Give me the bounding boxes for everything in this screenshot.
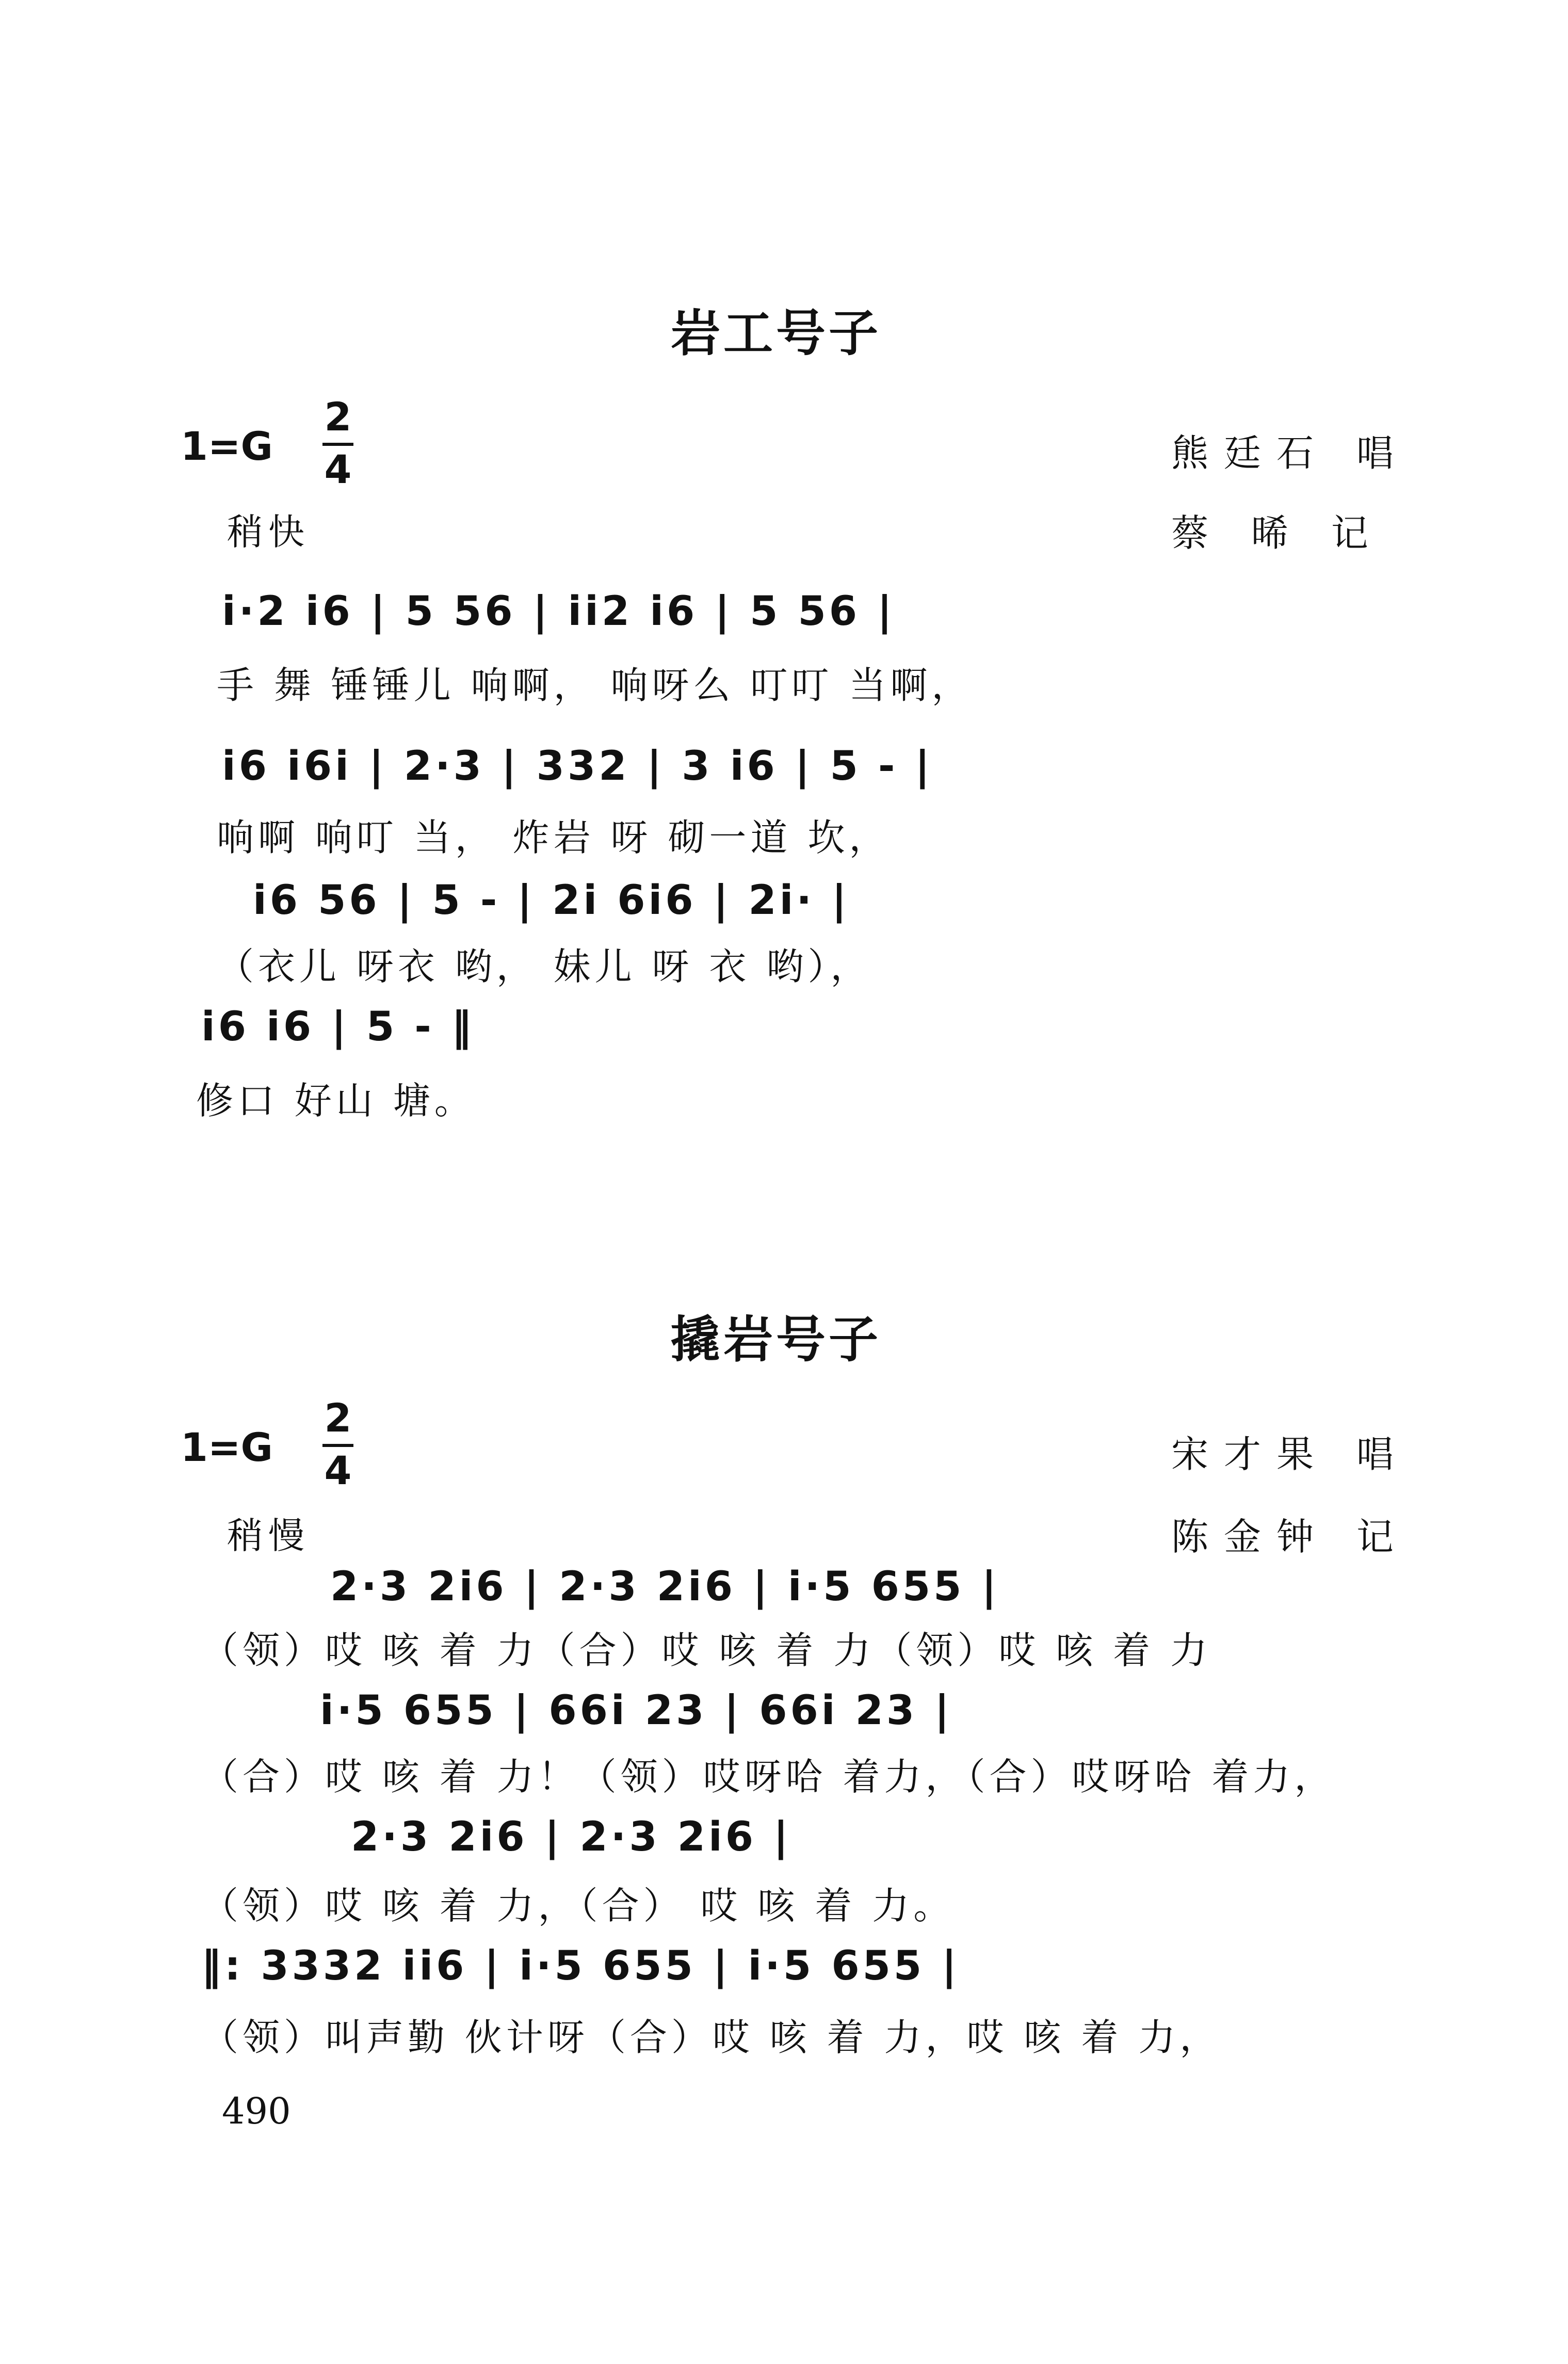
page-number: 490 <box>222 2090 291 2132</box>
song2-time-top: 2 <box>324 1395 352 1441</box>
song1-lyric-line-4: 修口 好山 塘。 <box>196 1079 476 1122</box>
song1-singer: 熊廷石 唱 <box>1171 431 1409 475</box>
song1-time-top: 2 <box>324 394 352 440</box>
song1-title: 岩工号子 <box>671 304 881 362</box>
song1-key-signature: 1=G <box>181 423 273 469</box>
song2-tempo: 稍慢 <box>227 1515 310 1557</box>
song2-lyric-line-1: （领）哎 咳 着 力（合）哎 咳 着 力（领）哎 咳 着 力 <box>201 1629 1211 1672</box>
song2-notation-line-3: 2·3 2i6 | 2·3 2i6 | <box>351 1814 791 1860</box>
song1-lyric-line-3: （衣儿 呀衣 哟， 妹儿 呀 衣 哟）， <box>217 945 872 988</box>
song1-tempo: 稍快 <box>227 511 310 553</box>
song1-lyric-line-2: 响啊 响叮 当， 炸岩 呀 砌一道 坎， <box>217 816 891 859</box>
song2-notation-line-2: i·5 655 | 66i 23 | 66i 23 | <box>320 1687 952 1734</box>
song1-time-bar <box>322 443 353 446</box>
song2-singer: 宋才果 唱 <box>1171 1433 1409 1476</box>
song2-lyric-line-3: （领）哎 咳 着 力，（合） 哎 咳 着 力。 <box>201 1884 955 1927</box>
song1-notation-line-2: i6 i6i | 2·3 | 332 | 3 i6 | 5 - | <box>222 743 933 790</box>
song1-time-bottom: 4 <box>324 446 352 492</box>
song1-recorder: 蔡 晞 记 <box>1171 511 1384 555</box>
song1-notation-line-1: i·2 i6 | 5 56 | ii2 i6 | 5 56 | <box>222 588 895 635</box>
song2-title: 撬岩号子 <box>671 1311 881 1369</box>
song1-lyric-line-1: 手 舞 锤锤儿 响啊， 响呀么 叮叮 当啊， <box>217 664 973 707</box>
song2-notation-line-1: 2·3 2i6 | 2·3 2i6 | i·5 655 | <box>330 1564 1000 1610</box>
song2-key-signature: 1=G <box>181 1424 273 1470</box>
song2-recorder: 陈金钟 记 <box>1171 1515 1409 1558</box>
song1-notation-line-3: i6 56 | 5 - | 2i 6i6 | 2i· | <box>253 877 850 924</box>
song2-lyric-line-4: （领）叫声勤 伙计呀（合）哎 咳 着 力，哎 咳 着 力， <box>201 2016 1221 2059</box>
song2-lyric-line-2: （合）哎 咳 着 力！（领）哎呀哈 着力，（合）哎呀哈 着力， <box>201 1755 1336 1798</box>
song2-time-bar <box>322 1444 353 1447</box>
song2-time-bottom: 4 <box>324 1448 352 1493</box>
song2-notation-line-4: ‖: 3332 ii6 | i·5 655 | i·5 655 | <box>201 1943 960 1989</box>
song1-notation-line-4: i6 i6 | 5 - ‖ <box>201 1004 475 1050</box>
